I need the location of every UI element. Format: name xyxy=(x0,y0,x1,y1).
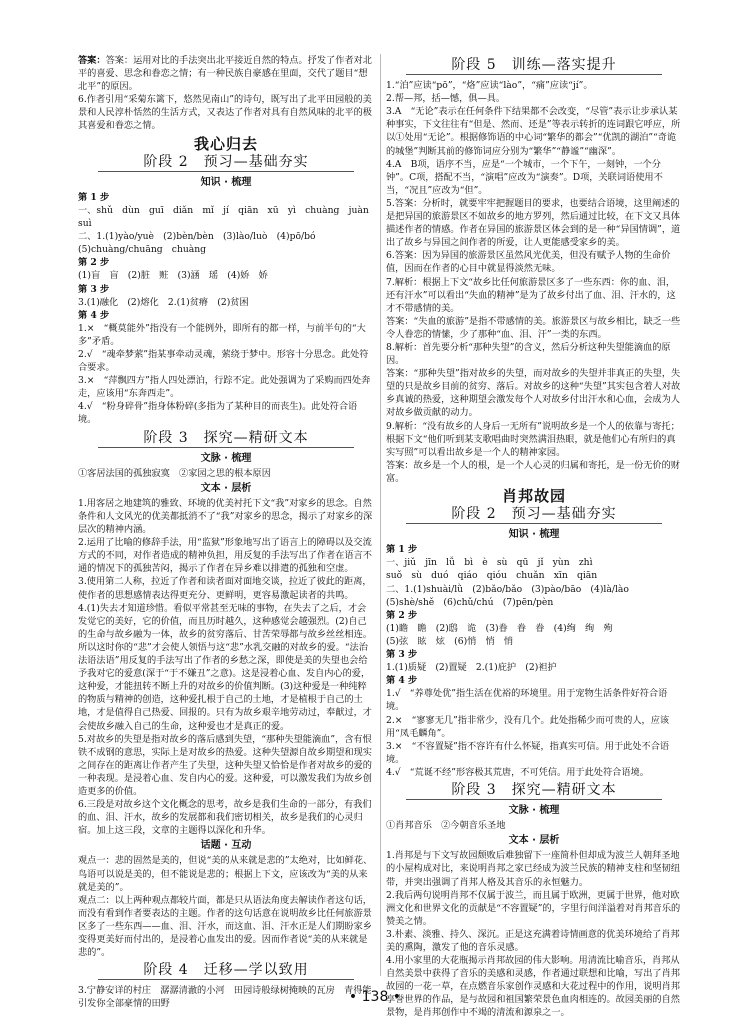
text-line: 第 4 步 xyxy=(78,309,110,321)
answer-paragraph: 答案：答案：运用对比的手法突出北平接近自然的特点。抒发了作者对北平的喜爱、思念和眷恋之情；有一种民族自豪感在里面，交代了题目“想北平”的原因。 xyxy=(78,55,372,93)
subheading: 文本 · 层析 xyxy=(200,482,252,494)
text-line: 第 3 步 xyxy=(78,283,110,295)
article-title: 肖邦故园 xyxy=(501,487,566,505)
column-divider xyxy=(380,54,381,976)
stage-heading: 阶段 2 预习—基础夯实 xyxy=(78,156,374,172)
text-line: 答案：“那种失望”指对故乡的失望，而对故乡的失望并非真正的失望，失望的只是故乡目前的贫穷、落后。对故乡的这种“失望”其实包含着人对故乡真诚的热爱，这种期望会激发每个人对故乡付出汗水和心血，会成为人对故乡做贡献的动力。 xyxy=(386,368,681,419)
text-line: 6.答案：因为异国的旅游景区虽然风光优美，但没有赋予人物的生命价值，因而在作者的心目中就显得淡然无味。 xyxy=(386,250,671,275)
text-line: 5.答案：分析时，就要牢牢把握题目的要求，也要结合语境，这里阐述的是把异国的旅游景区不如故乡的地方罗列，然后通过比较，在下文又具体描述作者的情感。作者在异国的旅游景区体会到的是一种“异国情调”，道出了故乡与异国之间作者的所爱，让人更能感受家乡的美。 xyxy=(386,197,681,249)
text-line: 4.√ “荒诞不经”形容极其荒唐，不可凭信。用于此处符合语境。 xyxy=(386,766,649,778)
article-title: 我心归去 xyxy=(193,134,258,153)
subheading: 话题 · 互动 xyxy=(200,840,252,852)
text-line: 4.(1)失去才知道珍惜。看似平常甚至无味的事物，在失去了之后，才会发觉它的美好，它的价值，而且历时越久，这种感觉会越强烈。(2)自己的生命与故乡融为一体，故乡的贫穷落后、甘苦荣辱都与故乡丝丝相连。所以这时你的“悲”才会使人领悟与这“悲”水乳交融的对故乡的爱。“法治法语法语”用反复的手法写出了作者的乡愁之深，即使是美的失望也会给予我对它的爱意(深于“于不嫌丑”之意)。这是浸着心血、发自内心的爱，这种爱，才能扭转不断上升的对故乡的价值判断。(3)这种爱是一种纯粹的物质与精神的创造，这种爱扎根于自己的土地，才是植根于自己的土地，才是值得自己热爱、回报的。只有为故乡艰辛地劳动过，奉献过，才会使故乡融入自己的生命，这种爱也才是真正的爱。 xyxy=(78,602,372,732)
stage-heading: 阶段 2 预习—基础夯实 xyxy=(386,508,682,524)
text-line: 1.(1)质疑 (2)置疑 2.(1)庇护 (2)袒护 xyxy=(386,662,557,674)
text-line: (1)盲 盲 (2)脏 赃 (3)涵 瑶 (4)娇 娇 xyxy=(78,270,268,282)
exercise-list xyxy=(386,79,682,485)
topic-list xyxy=(78,854,374,959)
text-line: 4.A B项，语序不当，应是“一个城市，一个下午，一刻钟，一个分钟”。C项，搭配不当，“演唱”应改为“演奏”。D项，关联词语使用不当，“况且”应改为“但”。 xyxy=(386,158,663,196)
text-line: 8.解析：首先要分析“那种失望”的含义，然后分析这种失望能滴血的原因。 xyxy=(386,341,671,367)
analysis-list xyxy=(78,497,374,837)
text-line: (5)弦 眩 炫 (6)悄 悄 悄 xyxy=(386,635,514,647)
text-line: suǒ sù duó qiáo qióu chuǎn xīn qiān xyxy=(386,570,598,582)
text-line: 1.“泊”应读“pō”，“烙”应读“lào”，“痛”应读“jí”。 xyxy=(386,80,593,92)
text-line: 3.朴素、淡雅、持久、深沉。正是这充满着诗情画意的优美环境给了肖邦美的熏陶，激发了他的音乐灵感。 xyxy=(386,928,680,953)
text-line: 3.× “萍飘四方”指人四处漂泊，行踪不定。此处强调为了采购而四处奔走，应该用“东奔西走”。 xyxy=(78,375,371,400)
text-line: 观点二：以上两种观点都较片面，都是只从语法角度去解读作者这句话，而没有看到作者要表达的主题。作者的这句话意在说明故乡比任何旅游景区多了一些东西——血、泪、汗水，而这血、泪、汗水正是人们期盼家乡变得更美好而付出的，是浸着心血发出的爱。因而作者说“美的从来就是悲的”。 xyxy=(78,894,372,959)
text-line: 第 2 步 xyxy=(78,257,110,269)
text-line: 4.√ “粉身碎骨”指身体粉碎(多指为了某种目的而丧生)。此处符合语境。 xyxy=(78,401,358,426)
text-line: (1)瞻 瞻 (2)鸱 诡 (3)眷 眷 眷 (4)绚 绚 殉 xyxy=(386,622,613,634)
text-line: 观点一：悲的固然是美的，但说“美的从来就是悲的”太绝对，比如鲜花、鸟语可以说是美的，但不能说是悲的；根据上下文，应该改为“美的从来就是美的”。 xyxy=(78,855,373,893)
stage-heading: 阶段 5 训练—落实提升 xyxy=(386,59,682,75)
text-line: 二、1.(1)shuài/lǜ (2)bǎo/bǎo (3)pào/bāo (4)là/lào xyxy=(386,583,629,595)
text-line: 1.用客居之地建筑的雅致、环境的优美衬托下文“我”对家乡的思念。自然条件和人文风光的优美都抵消不了“我”对家乡的思念，揭示了对家乡的深层次的精神内涵。 xyxy=(78,497,373,536)
text-line: 9.解析：“没有故乡的人身后一无所有”说明故乡是一个人的依靠与寄托；根据下文“他们听到某支歌唱曲时突然满泪热眼，就是他们心有所归的真实写照”可以看出故乡是一个人的精神家园。 xyxy=(386,420,680,458)
outline: ①肖邦音乐 ②今朝音乐圣地 xyxy=(386,820,506,832)
outline: ①客居法国的孤独寂寞 ②家园之思的根本原因 xyxy=(78,467,271,479)
text-line: 5.对故乡的失望是指对故乡的落后感到失望，“那种失望能滴血”，含有恨铁不成钢的意思，实际上是对故乡的热爱。这种失望源自故乡期望和现实之间存在的距离让作者产生了失望，这种失望又恰恰是作者对故乡的爱的一种表现。是浸着心血、发自内心的爱。这种爱，可以激发我们为故乡创造更多的价值。 xyxy=(78,733,372,797)
subheading: 文脉 · 梳理 xyxy=(200,452,252,464)
text-line: 答案：故乡是一个人的根，是一个人心灵的归属和寄托，是一份无价的财富。 xyxy=(386,459,680,484)
text-line: 3.宁静安详的村庄 潺潺清澈的小河 田园诗般绿树掩映的瓦房 青得能引发你全部豪情的田野 xyxy=(78,985,372,1010)
subheading: 知识 · 梳理 xyxy=(508,529,560,541)
text-line: 第 1 步 xyxy=(78,191,110,203)
text-line: 4.用小家里的大花瓶揭示肖邦故园的伟大影响。用清流比喻音乐，肖邦从自然美景中获得了音乐的美感和灵感，作者通过联想和比喻，写出了肖邦故园的一花一草，在点燃音乐家创作灵感和大花过程中的作用，说明肖邦享誉世界的作品，是与故园和祖国繁荣景色血肉相连的。故园美丽的自然景物，是肖邦创作中不竭的清流和源泉之一。 xyxy=(386,955,680,1019)
text-line: 一、shǔ dùn guī diǎn mǐ jí qiān xū yì chuàng juàn suì xyxy=(78,204,378,230)
text-line: 2.运用了比喻的修辞手法，用“监狱”形象地写出了语言上的障碍以及交流方式的不同，对作者造成的精神负担，用反复的手法写出了作者在语言不通的情况下的孤独苦闷，揭示了作者在异乡难以排遣的孤独和空虚。 xyxy=(78,537,372,575)
subheading: 文脉 · 梳理 xyxy=(508,805,560,817)
subheading: 知识 · 梳理 xyxy=(200,176,252,188)
text-line: 一、jiǔ jīn lǚ bì è sù qū jǐ yùn zhì xyxy=(386,557,593,569)
stage-heading: 阶段 4 迁移—学以致用 xyxy=(78,964,374,980)
exercise-list xyxy=(386,543,682,779)
text-line: 第 1 步 xyxy=(386,544,418,556)
text-line: (5)chuàng/chuāng chuàng xyxy=(78,244,207,256)
text-line: 3.A “无论”表示在任何条件下结果都不会改变，“尽管”表示让步承认某种事实，下文往往有“但是、然而、还是”等表示转折的连词跟它呼应，所以①处用“无论”。根据修饰语的中心词“繁华的都会”“优凯的湖泊”“奇诡的城堡”判断其前的修饰词应分别为“繁华”“静谧”“幽深”。 xyxy=(386,106,681,157)
text-line: 7.解析：根据上下文“故乡比任何旅游景区多了一些东西：你的血、泪，还有汗水”可以看出“失血的精神”是为了故乡付出了血、泪、汗水的，这才不带感情的美。 xyxy=(386,276,676,314)
text-line: (5)shè/shě (6)chǔ/chú (7)pēn/pèn xyxy=(386,596,554,608)
page-number: • 138 • xyxy=(348,989,402,1005)
text-line: 2.× “寥寥无几”指非常少，没有几个。此处指稀少而可贵的人，应该用“凤毛麟角”。 xyxy=(386,714,670,739)
right-column xyxy=(386,54,682,1020)
text-line: 1.× “概莫能外”指没有一个能例外，即所有的都一样，与前半句的“大多”矛盾。 xyxy=(78,322,366,347)
text-line: 3.× “不容置疑”指不容许有什么怀疑，指真实可信。用于此处不合语境。 xyxy=(386,740,670,765)
text-line: 2.我后两句说明肖邦不仅属于波兰，而且属于欧洲，更属于世界，他对欧洲文化和世界文化的贡献是“不容置疑”的，字里行间洋溢着对肖邦音乐的赞美之情。 xyxy=(386,889,681,927)
stage-heading: 阶段 3 探究—精研文本 xyxy=(78,432,374,448)
text-line: 3.(1)融化 (2)熔化 2.(1)贫瘠 (2)贫困 xyxy=(78,296,249,308)
text-line: 2.帮—邦，括—憾，俱—具。 xyxy=(386,93,506,105)
text-line: 第 4 步 xyxy=(386,675,418,687)
text-line: 1.肖邦是与下文写故园颓败后难独留下一座简朴但却成为波兰人朝拜圣地的小屋构成对比，来说明肖邦之家已经成为波兰民族的精神支柱和坚韧纽带，并突出强调了肖邦人格及其音乐的永恒魅力。 xyxy=(386,850,680,888)
subheading: 文本 · 层析 xyxy=(508,835,560,847)
text-line: 1.√ “养尊处优”指生活在优裕的环境里。用于宠物生活条件好符合语境。 xyxy=(386,688,668,713)
text-line: 第 3 步 xyxy=(386,649,418,661)
text-line: 第 2 步 xyxy=(386,609,418,621)
text-line: 答案：“失血的旅游”是指不带感情的美。旅游景区与故乡相比，缺乏一些令人眷恋的情愫，少了那种“血、泪、汗”一类的东西。 xyxy=(386,315,681,340)
text-line: 3.使用第二人称，拉近了作者和读者面对面地交谈，拉近了彼此的距离，使作者的思想感情表达得更充分、更鲜明，更容易激起读者的共鸣。 xyxy=(78,576,372,601)
text-line: 6.三段是对故乡这个文化概念的思考，故乡是我们生命的一部分，有我们的血、泪、汗水，故乡的发展都和我们密切相关，故乡是我们的心灵归宿。加上这三段，文章的主题得以深化和升华。 xyxy=(78,799,372,837)
note-paragraph: 6.作者引用“采菊东篱下，悠然见南山”的诗句，既写出了北平田园般的美景和人民淳朴恬然的生活方式，又表达了作者对具有自然风味的北平的极其喜爱和眷恋之情。 xyxy=(78,94,372,132)
text-line: 二、1.(1)yào/yuè (2)bèn/bèn (3)lào/luò (4)pō/bó xyxy=(78,231,316,243)
stage-heading: 阶段 3 探究—精研文本 xyxy=(386,784,682,800)
exercise-list xyxy=(78,191,378,427)
text-line: 2.√ “魂牵梦萦”指某事牵动灵魂，萦绕于梦中。形容十分思念。此处符合要求。 xyxy=(78,348,369,374)
